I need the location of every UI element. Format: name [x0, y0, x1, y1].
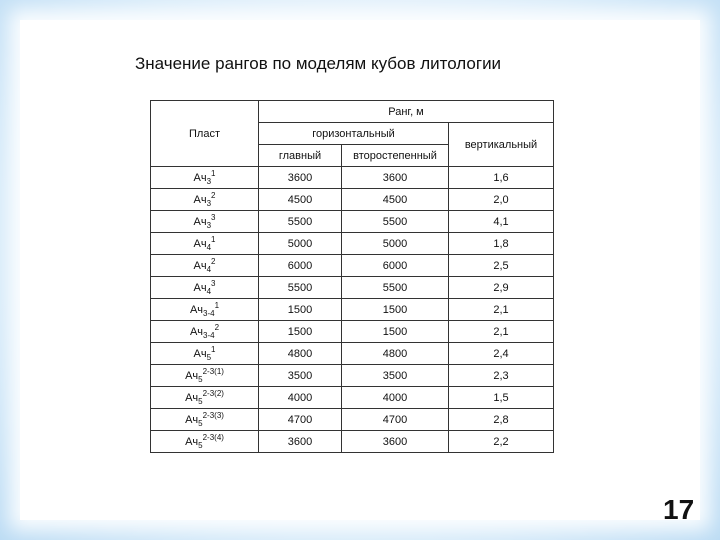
page-number: 17: [663, 494, 695, 525]
cell-layer: [151, 277, 259, 299]
cell-main: 1500: [259, 299, 342, 321]
table-row: [151, 255, 554, 277]
table-row: [151, 189, 554, 211]
layer-superscript: 2-3(2): [202, 389, 224, 398]
layer-base: Ач: [189, 326, 204, 338]
cell-layer: [151, 233, 259, 255]
layer-subscript: 5: [198, 419, 203, 428]
cell-secondary: 1500: [342, 299, 449, 321]
layer-subscript: 5: [198, 375, 203, 384]
layer-superscript: 2-3(3): [202, 411, 224, 420]
layer-subscript: 5: [206, 353, 212, 362]
layer-base: Ач: [185, 414, 199, 426]
cell-vertical: 2,1: [449, 321, 554, 343]
cell-secondary: 5000: [342, 233, 449, 255]
cell-main: 1500: [259, 321, 342, 343]
layer-base: Ач: [189, 304, 204, 316]
cell-secondary: 3500: [342, 365, 449, 387]
layer-superscript: 2: [211, 191, 216, 200]
layer-base: Ач: [193, 216, 207, 228]
cell-main: 5000: [259, 233, 342, 255]
cell-secondary: 4800: [342, 343, 449, 365]
table-row: [151, 387, 554, 409]
cell-vertical: 2,3: [449, 365, 554, 387]
layer-subscript: 4: [206, 243, 212, 252]
layer-superscript: 2-3(4): [202, 433, 224, 442]
cell-main: 4000: [259, 387, 342, 409]
layer-superscript: 1: [211, 169, 216, 178]
layer-superscript: 1: [211, 235, 216, 244]
slide-title: Значение рангов по моделям кубов литологии: [135, 54, 502, 73]
cell-vertical: 2,9: [449, 277, 554, 299]
layer-subscript: 3: [206, 199, 212, 208]
cell-vertical: 2,8: [449, 409, 554, 431]
cell-vertical: 2,5: [449, 255, 554, 277]
layer-superscript: 3: [211, 279, 216, 288]
layer-subscript: 5: [198, 397, 203, 406]
cell-main: 4700: [259, 409, 342, 431]
ranks-table: [150, 100, 554, 453]
header-horizontal: горизонтальный: [259, 123, 449, 145]
layer-base: Ач: [185, 370, 199, 382]
cell-secondary: 5500: [342, 211, 449, 233]
cell-layer: [151, 189, 259, 211]
layer-subscript: 3-4: [203, 331, 215, 340]
cell-vertical: 2,2: [449, 431, 554, 453]
cell-main: 5500: [259, 277, 342, 299]
table-row: [151, 343, 554, 365]
table-row: [151, 431, 554, 453]
layer-base: Ач: [193, 348, 207, 360]
table-row: [151, 299, 554, 321]
header-secondary: второстепенный: [342, 145, 449, 167]
cell-main: 3500: [259, 365, 342, 387]
header-layer: Пласт: [151, 101, 259, 167]
cell-main: 4800: [259, 343, 342, 365]
layer-superscript: 2-3(1): [202, 367, 224, 376]
cell-layer: [151, 409, 259, 431]
layer-subscript: 5: [198, 441, 203, 450]
layer-base: Ач: [185, 392, 199, 404]
cell-layer: [151, 321, 259, 343]
cell-secondary: 6000: [342, 255, 449, 277]
header-rank: Ранг, м: [259, 101, 554, 123]
cell-main: 4500: [259, 189, 342, 211]
cell-layer: [151, 255, 259, 277]
table-row: [151, 167, 554, 189]
cell-main: 3600: [259, 431, 342, 453]
layer-subscript: 3: [206, 221, 212, 230]
cell-layer: [151, 211, 259, 233]
cell-vertical: 2,1: [449, 299, 554, 321]
layer-base: Ач: [193, 260, 207, 272]
cell-secondary: 4000: [342, 387, 449, 409]
cell-vertical: 2,0: [449, 189, 554, 211]
header-vertical: вертикальный: [449, 123, 554, 167]
cell-secondary: 4500: [342, 189, 449, 211]
cell-layer: [151, 387, 259, 409]
layer-superscript: 2: [214, 323, 220, 332]
table-row: [151, 321, 554, 343]
layer-subscript: 4: [206, 287, 212, 296]
cell-vertical: 4,1: [449, 211, 554, 233]
cell-vertical: 1,5: [449, 387, 554, 409]
cell-main: 5500: [259, 211, 342, 233]
cell-main: 3600: [259, 167, 342, 189]
layer-superscript: 1: [211, 345, 216, 354]
layer-superscript: 2: [211, 257, 216, 266]
layer-base: Ач: [193, 238, 207, 250]
layer-subscript: 3-4: [203, 309, 215, 318]
layer-superscript: 1: [214, 301, 220, 310]
layer-subscript: 3: [206, 177, 212, 186]
layer-superscript: 3: [211, 213, 216, 222]
cell-secondary: 5500: [342, 277, 449, 299]
cell-vertical: 1,8: [449, 233, 554, 255]
layer-base: Ач: [193, 172, 207, 184]
cell-secondary: 3600: [342, 431, 449, 453]
cell-main: 6000: [259, 255, 342, 277]
table-row: [151, 365, 554, 387]
cell-layer: [151, 365, 259, 387]
cell-vertical: 2,4: [449, 343, 554, 365]
cell-layer: [151, 299, 259, 321]
layer-base: Ач: [193, 282, 207, 294]
cell-secondary: 4700: [342, 409, 449, 431]
cell-layer: [151, 343, 259, 365]
layer-base: Ач: [185, 436, 199, 448]
layer-base: Ач: [193, 194, 207, 206]
cell-layer: [151, 167, 259, 189]
table-row: [151, 277, 554, 299]
layer-subscript: 4: [206, 265, 212, 274]
cell-secondary: 3600: [342, 167, 449, 189]
table-row: [151, 211, 554, 233]
header-main: главный: [259, 145, 342, 167]
table-header-row: [151, 101, 554, 123]
table-row: [151, 409, 554, 431]
cell-layer: [151, 431, 259, 453]
cell-secondary: 1500: [342, 321, 449, 343]
cell-vertical: 1,6: [449, 167, 554, 189]
table-row: [151, 233, 554, 255]
